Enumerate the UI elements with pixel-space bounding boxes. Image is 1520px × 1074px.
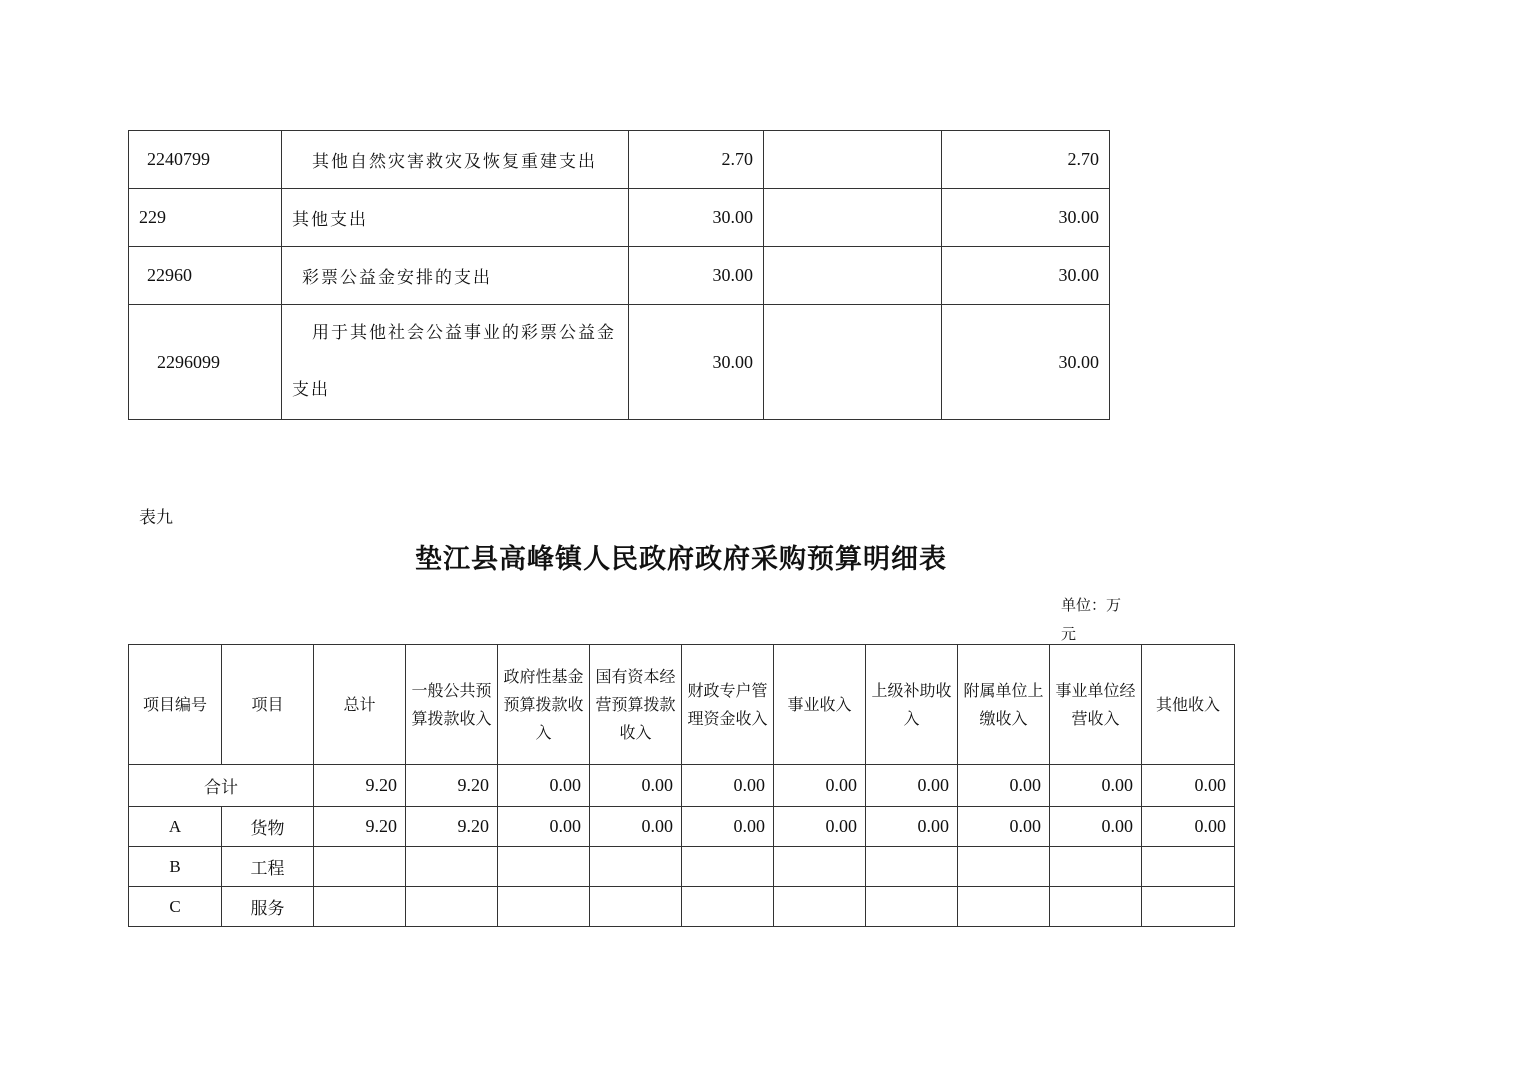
column-header: 财政专户管理资金收入 — [682, 645, 774, 765]
total-label: 合计 — [129, 765, 314, 807]
column-header: 上级补助收入 — [866, 645, 958, 765]
value-cell: 0.00 — [774, 765, 866, 807]
section-tag: 表九 — [139, 508, 173, 528]
value-cell: 9.20 — [406, 807, 498, 847]
value-cell — [1142, 887, 1235, 927]
value-cell — [764, 131, 942, 189]
table-row — [129, 189, 1110, 247]
value-cell: 0.00 — [590, 765, 682, 807]
value-cell: 0.00 — [682, 807, 774, 847]
unit-note-line: 单位：万 — [1061, 596, 1122, 614]
total-value: 2.70 — [629, 131, 764, 189]
total-value: 30.00 — [629, 189, 764, 247]
value-cell: 9.20 — [314, 765, 406, 807]
value-cell — [764, 247, 942, 305]
subject-name: 其他自然灾害救灾及恢复重建支出 — [282, 131, 629, 189]
unit-note-line: 元 — [1061, 625, 1077, 643]
subject-code: 229 — [129, 189, 282, 247]
value-cell — [406, 887, 498, 927]
value-cell: 0.00 — [1142, 807, 1235, 847]
value-cell: 9.20 — [406, 765, 498, 807]
value-cell: 0.00 — [1142, 765, 1235, 807]
value-cell — [958, 847, 1050, 887]
subject-code: 2240799 — [129, 131, 282, 189]
subject-name-line: 用于其他社会公益事业的彩票公益金 — [312, 323, 616, 343]
value-cell — [682, 887, 774, 927]
column-header: 事业收入 — [774, 645, 866, 765]
total-value: 30.00 — [629, 247, 764, 305]
value-cell: 9.20 — [314, 807, 406, 847]
table-row — [129, 807, 1235, 847]
value-cell — [774, 847, 866, 887]
value-cell — [682, 847, 774, 887]
expenditure-table — [128, 130, 1110, 420]
item-code: C — [129, 887, 222, 927]
table-row — [129, 247, 1110, 305]
value-cell: 30.00 — [942, 189, 1110, 247]
value-cell — [1050, 847, 1142, 887]
value-cell — [764, 305, 942, 420]
item-name: 服务 — [222, 887, 314, 927]
item-code: A — [129, 807, 222, 847]
value-cell: 0.00 — [774, 807, 866, 847]
value-cell: 0.00 — [1050, 807, 1142, 847]
value-cell: 30.00 — [942, 247, 1110, 305]
value-cell — [866, 887, 958, 927]
column-header: 国有资本经营预算拨款收入 — [590, 645, 682, 765]
value-cell: 2.70 — [942, 131, 1110, 189]
value-cell — [406, 847, 498, 887]
subject-code: 22960 — [129, 247, 282, 305]
item-code: B — [129, 847, 222, 887]
value-cell — [1142, 847, 1235, 887]
value-cell — [958, 887, 1050, 927]
item-name: 工程 — [222, 847, 314, 887]
column-header: 其他收入 — [1142, 645, 1235, 765]
value-cell: 0.00 — [498, 765, 590, 807]
value-cell — [1050, 887, 1142, 927]
page-title: 垫江县高峰镇人民政府政府采购预算明细表 — [415, 544, 947, 575]
value-cell: 0.00 — [1050, 765, 1142, 807]
subject-name: 彩票公益金安排的支出 — [282, 247, 629, 305]
column-header: 总计 — [314, 645, 406, 765]
value-cell — [498, 887, 590, 927]
table-row — [129, 131, 1110, 189]
table-row — [129, 847, 1235, 887]
subject-name: 其他支出 — [282, 189, 629, 247]
header-row — [129, 645, 1235, 765]
value-cell — [774, 887, 866, 927]
total-row — [129, 765, 1235, 807]
value-cell: 0.00 — [498, 807, 590, 847]
value-cell: 30.00 — [942, 305, 1110, 420]
value-cell: 0.00 — [590, 807, 682, 847]
value-cell: 0.00 — [866, 765, 958, 807]
subject-name — [282, 305, 629, 420]
column-header: 事业单位经营收入 — [1050, 645, 1142, 765]
column-header: 项目 — [222, 645, 314, 765]
item-name: 货物 — [222, 807, 314, 847]
value-cell — [590, 887, 682, 927]
total-value: 30.00 — [629, 305, 764, 420]
column-header: 项目编号 — [129, 645, 222, 765]
value-cell — [866, 847, 958, 887]
column-header: 政府性基金预算拨款收入 — [498, 645, 590, 765]
value-cell — [590, 847, 682, 887]
value-cell — [764, 189, 942, 247]
table-row — [129, 887, 1235, 927]
unit-note — [1061, 591, 1141, 649]
subject-name-line: 支出 — [292, 380, 330, 400]
table-row — [129, 305, 1110, 420]
subject-code: 2296099 — [129, 305, 282, 420]
value-cell — [314, 887, 406, 927]
value-cell: 0.00 — [958, 765, 1050, 807]
value-cell: 0.00 — [866, 807, 958, 847]
value-cell — [498, 847, 590, 887]
value-cell — [314, 847, 406, 887]
value-cell: 0.00 — [682, 765, 774, 807]
value-cell: 0.00 — [958, 807, 1050, 847]
procurement-budget-table — [128, 644, 1235, 927]
column-header: 一般公共预算拨款收入 — [406, 645, 498, 765]
column-header: 附属单位上缴收入 — [958, 645, 1050, 765]
